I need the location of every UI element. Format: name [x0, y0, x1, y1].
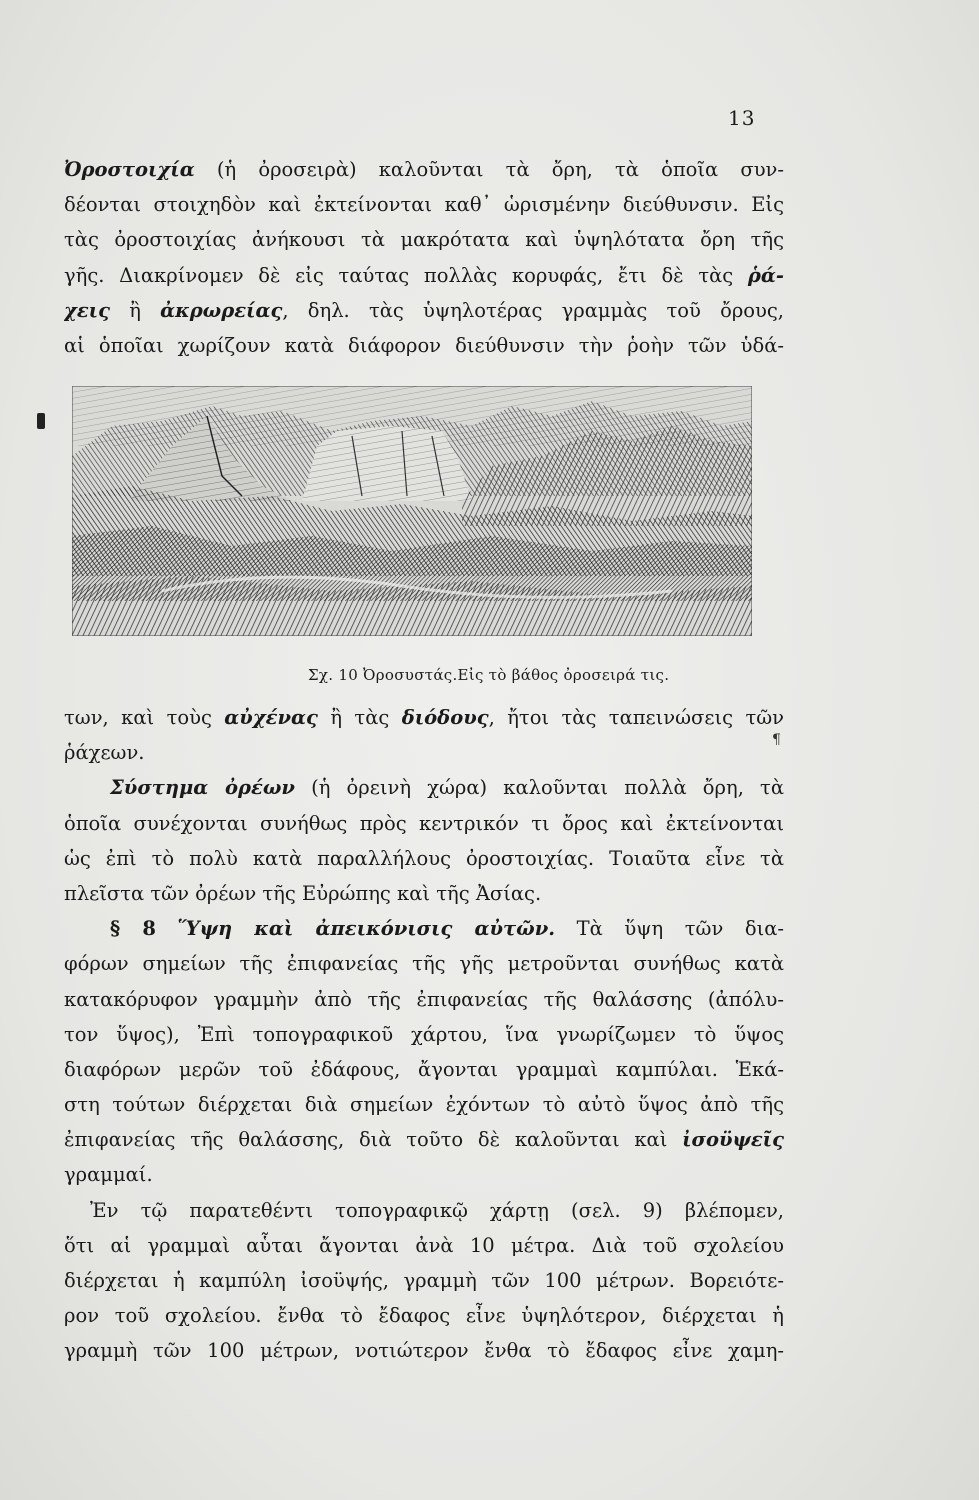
- text-line: κατακόρυφον γραμμὴν ἀπὸ τῆς ἐπιφανείας τῆς θαλάσσης (ἀπόλυ-: [64, 987, 784, 1011]
- text-line: διέρχεται ἡ καμπύλη ἰσοϋψής, γραμμὴ τῶν 100 μέτρων. Βορειότε-: [64, 1269, 784, 1292]
- text-line: Σύστημα ὀρέων (ἡ ὀρεινὴ χώρα) καλοῦνται πολλὰ ὄρη, τὰ: [110, 776, 784, 800]
- term-diodous: διόδους: [401, 706, 489, 729]
- mountain-engraving: [72, 386, 752, 636]
- text-line: δέονται στοιχηδὸν καὶ ἐκτείνονται καθ᾽ ὡρισμένην διεύθυνσιν. Εἰς: [64, 193, 784, 217]
- text-line: ὅτι αἱ γραμμαὶ αὗται ἄγονται ἀνὰ 10 μέτρα. Διὰ τοῦ σχολείου: [64, 1233, 784, 1257]
- text-line: ἐπιφανείας τῆς θαλάσσης, διὰ τοῦτο δὲ καλοῦνται καὶ ἰσοϋψεῖς: [64, 1128, 784, 1152]
- text-line: ὁποῖα συνέχονται συνήθως πρὸς κεντρικόν τι ὄρος καὶ ἐκτείνονται: [64, 811, 784, 835]
- term-systema-oreon: Σύστημα ὀρέων: [110, 776, 295, 800]
- text-line: Ἐν τῷ παρατεθέντι τοπογραφικῷ χάρτῃ (σελ. 9) βλέπομεν,: [90, 1198, 784, 1222]
- text-line: των, καὶ τοὺς αὐχένας ἢ τὰς διόδους, ἤτοι τὰς ταπεινώσεις τῶν: [64, 706, 784, 729]
- paragraph-orostoichia: [64, 152, 784, 363]
- term-auchenas: αὐχένας: [224, 706, 318, 729]
- text-line: ὡς ἐπὶ τὸ πολὺ κατὰ παραλλήλους ὀροστοιχίας. Τοιαῦτα εἶνε τὰ: [64, 846, 784, 870]
- text-line: γραμμὴ τῶν 100 μέτρων, νοτιώτερον ἔνθα τὸ ἔδαφος εἶνε χαμη-: [64, 1339, 784, 1363]
- text-line: διαφόρων μερῶν τοῦ ἐδάφους, ἄγονται γραμμαὶ καμπύλαι. Ἑκά-: [64, 1057, 784, 1081]
- text-line: τὰς ὀροστοιχίας ἀνήκουσι τὰ μακρότατα καὶ ὑψηλότατα ὄρη τῆς: [64, 228, 784, 252]
- text-line: φόρων σημείων τῆς ἐπιφανείας τῆς γῆς μετροῦνται συνήθως κατὰ: [64, 952, 784, 976]
- page-number: 13: [728, 106, 756, 130]
- text-line: γραμμαί.: [64, 1163, 153, 1187]
- term-isoypseis: ἰσοϋψεῖς: [682, 1128, 784, 1152]
- term-rachis-end: χεις: [64, 298, 110, 322]
- text-line: στη τούτων διέρχεται διὰ σημείων ἐχόντων τὸ αὐτὸ ὕψος ἀπὸ τῆς: [64, 1093, 784, 1117]
- text-line: αἱ ὁποῖαι χωρίζουν κατὰ διάφορον διεύθυνσιν τὴν ῥοὴν τῶν ὑδά-: [64, 333, 784, 357]
- text-line: Ὀροστοιχία (ἡ ὀροσειρὰ) καλοῦνται τὰ ὄρη, τὰ ὁποῖα συν-: [64, 158, 784, 181]
- text-line: πλεῖστα τῶν ὀρέων τῆς Εὐρώπης καὶ τῆς Ἀσίας.: [64, 881, 542, 905]
- section-heading-line: § 8 Ὕψη καὶ ἀπεικόνισις αὐτῶν. Τὰ ὕψη τῶν δια-: [110, 917, 784, 941]
- margin-mark: [37, 413, 45, 429]
- text-line: ρον τοῦ σχολείου. ἔνθα τὸ ἔδαφος εἶνε ὑψηλότερον, διέρχεται ἡ: [64, 1304, 784, 1328]
- term-orostoichia: Ὀροστοιχία: [64, 158, 195, 181]
- term-akroreia: ἀκρωρείας: [160, 298, 283, 322]
- term-rachis: ῥά-: [747, 263, 784, 287]
- body-continued: [64, 700, 784, 1369]
- section-sign: § 8: [110, 917, 156, 941]
- margin-mark-small: ¶: [772, 732, 781, 748]
- text-line: γῆς. Διακρίνομεν δὲ εἰς ταύτας πολλὰς κορυφάς, ἔτι δὲ τὰς ῥά-: [64, 263, 784, 287]
- text-line: ῥάχεων.: [64, 741, 145, 765]
- section-heading: Ὕψη καὶ ἀπεικόνισις αὐτῶν.: [177, 917, 556, 941]
- text-line: τον ὕψος), Ἐπὶ τοπογραφικοῦ χάρτου, ἵνα γνωρίζωμεν τὸ ὕψος: [64, 1022, 784, 1046]
- text-line: χεις ἢ ἀκρωρείας, δηλ. τὰς ὑψηλοτέρας γραμμὰς τοῦ ὄρους,: [64, 298, 784, 322]
- figure-caption: Σχ. 10 Ὀροσυστάς.Εἰς τὸ βάθος ὀροσειρά τις.: [308, 666, 670, 684]
